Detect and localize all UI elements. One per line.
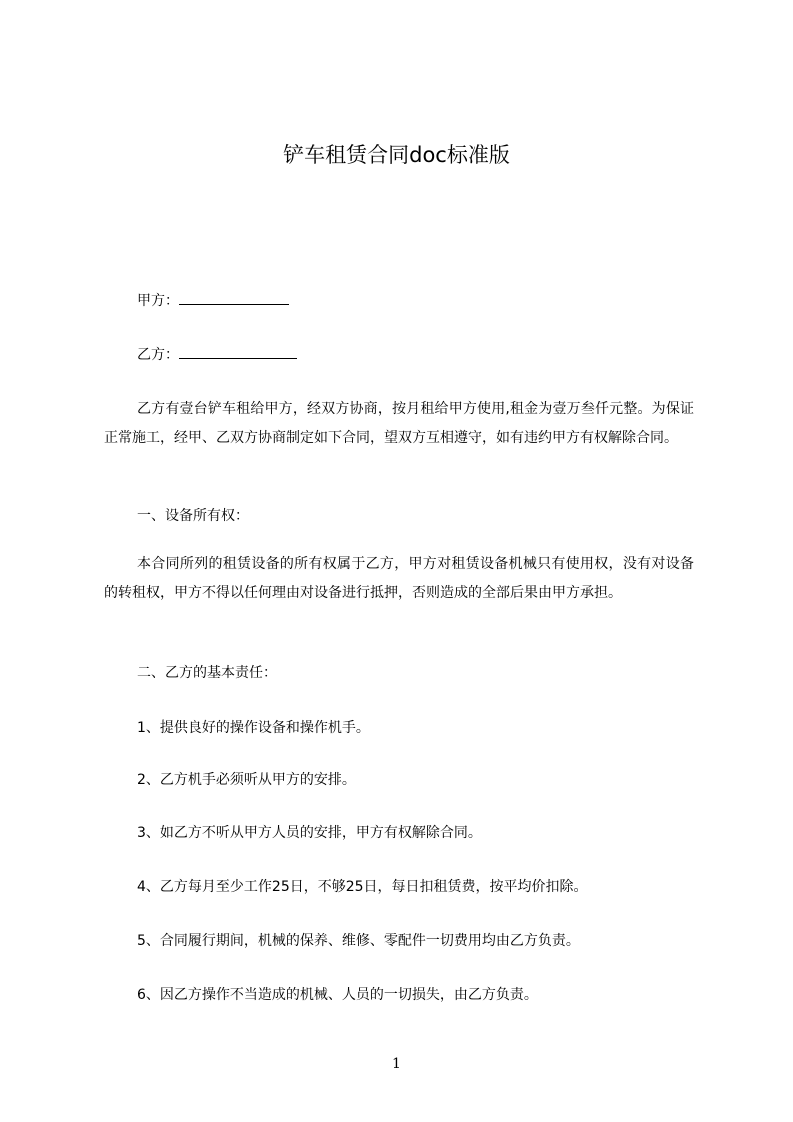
party-a-blank bbox=[179, 292, 289, 305]
list-item: 3、如乙方不听从甲方人员的安排，甲方有权解除合同。 bbox=[137, 825, 482, 841]
party-a-label: 甲方： bbox=[137, 293, 179, 309]
section2-heading: 二、乙方的基本责任： bbox=[137, 665, 277, 681]
party-b-line bbox=[137, 346, 297, 364]
list-item: 2、乙方机手必须听从甲方的安排。 bbox=[137, 772, 356, 788]
party-b-blank bbox=[179, 346, 297, 359]
party-b-label: 乙方： bbox=[137, 347, 179, 363]
page-number: 1 bbox=[392, 1056, 401, 1072]
list-item: 1、提供良好的操作设备和操作机手。 bbox=[137, 720, 370, 736]
list-item: 4、乙方每月至少工作25日，不够25日，每日扣租赁费，按平均价扣除。 bbox=[137, 879, 588, 895]
section1-heading: 一、设备所有权： bbox=[137, 508, 249, 524]
intro-paragraph: 乙方有壹台铲车租给甲方，经双方协商，按月租给甲方使用,租金为壹万叁仟元整。为保证正常施工，经甲、乙双方协商制定如下合同，望双方互相遵守，如有违约甲方有权解除合同。 bbox=[104, 401, 694, 446]
list-item: 5、合同履行期间，机械的保养、维修、零配件一切费用均由乙方负责。 bbox=[137, 933, 580, 949]
document-title: 铲车租赁合同doc标准版 bbox=[283, 143, 510, 167]
section1-paragraph: 本合同所列的租赁设备的所有权属于乙方，甲方对租赁设备机械只有使用权，没有对设备的转租权，甲方不得以任何理由对设备进行抵押，否则造成的全部后果由甲方承担。 bbox=[104, 556, 694, 601]
party-a-line bbox=[137, 292, 289, 310]
list-item: 6、因乙方操作不当造成的机械、人员的一切损失，由乙方负责。 bbox=[137, 987, 538, 1003]
